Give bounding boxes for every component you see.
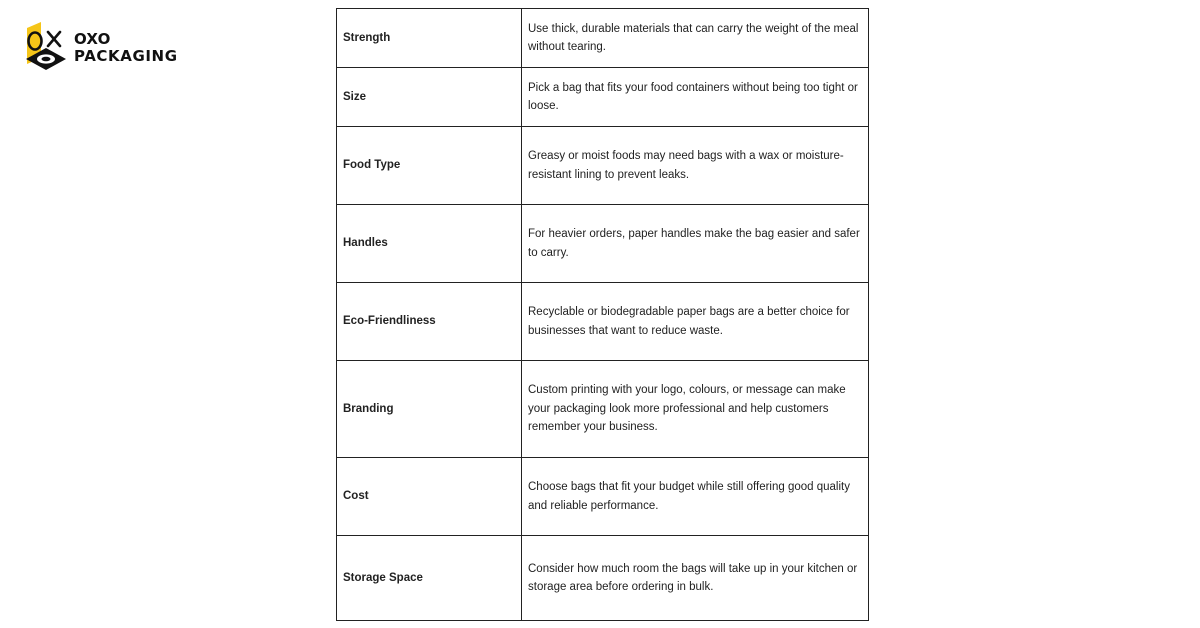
row-label-cell (337, 283, 522, 361)
row-label: Branding (343, 402, 394, 415)
row-description: For heavier orders, paper handles make the bag easier and safer to carry. (528, 228, 860, 259)
row-description: Greasy or moist foods may need bags with a wax or moisture-resistant lining to prevent leaks. (528, 150, 844, 181)
row-description-cell (522, 127, 869, 205)
row-description-cell (522, 458, 869, 536)
table-row (337, 536, 869, 621)
row-label: Strength (343, 31, 391, 44)
brand-name-line2: PACKAGING (74, 47, 178, 65)
row-label-cell (337, 361, 522, 458)
row-label-cell (337, 68, 522, 127)
table-row (337, 283, 869, 361)
row-label-cell (337, 536, 522, 621)
brand-logo[interactable] (24, 22, 194, 72)
row-label-cell (337, 9, 522, 68)
row-description-cell (522, 68, 869, 127)
table-row (337, 458, 869, 536)
row-description-cell (522, 205, 869, 283)
row-description: Choose bags that fit your budget while still offering good quality and reliable performance. (528, 481, 850, 512)
row-description-cell (522, 9, 869, 68)
row-description: Use thick, durable materials that can carry the weight of the meal without tearing. (528, 22, 859, 53)
brand-name-line1: OXO (74, 30, 111, 48)
table-row (337, 205, 869, 283)
row-description-cell (522, 361, 869, 458)
row-label: Eco-Friendliness (343, 315, 436, 328)
row-label: Storage Space (343, 571, 423, 584)
row-description: Custom printing with your logo, colours, or message can make your packaging look more professional and help customers remember your business. (528, 384, 846, 434)
table-row (337, 361, 869, 458)
row-label-cell (337, 458, 522, 536)
row-description: Consider how much room the bags will take up in your kitchen or storage area before ordering in bulk. (528, 562, 858, 593)
oxo-logo-icon (24, 22, 70, 70)
row-label-cell (337, 127, 522, 205)
row-label: Food Type (343, 159, 401, 172)
row-label: Handles (343, 237, 388, 250)
row-label: Cost (343, 490, 369, 503)
table-row (337, 68, 869, 127)
row-label: Size (343, 90, 367, 103)
row-description: Recyclable or biodegradable paper bags are a better choice for businesses that want to reduce waste. (528, 306, 850, 337)
row-description: Pick a bag that fits your food containers without being too tight or loose. (528, 81, 858, 112)
brand-wordmark (74, 31, 178, 65)
row-description-cell (522, 536, 869, 621)
row-label-cell (337, 205, 522, 283)
table-row (337, 9, 869, 68)
table-row (337, 127, 869, 205)
bag-selection-table (336, 8, 869, 621)
row-description-cell (522, 283, 869, 361)
